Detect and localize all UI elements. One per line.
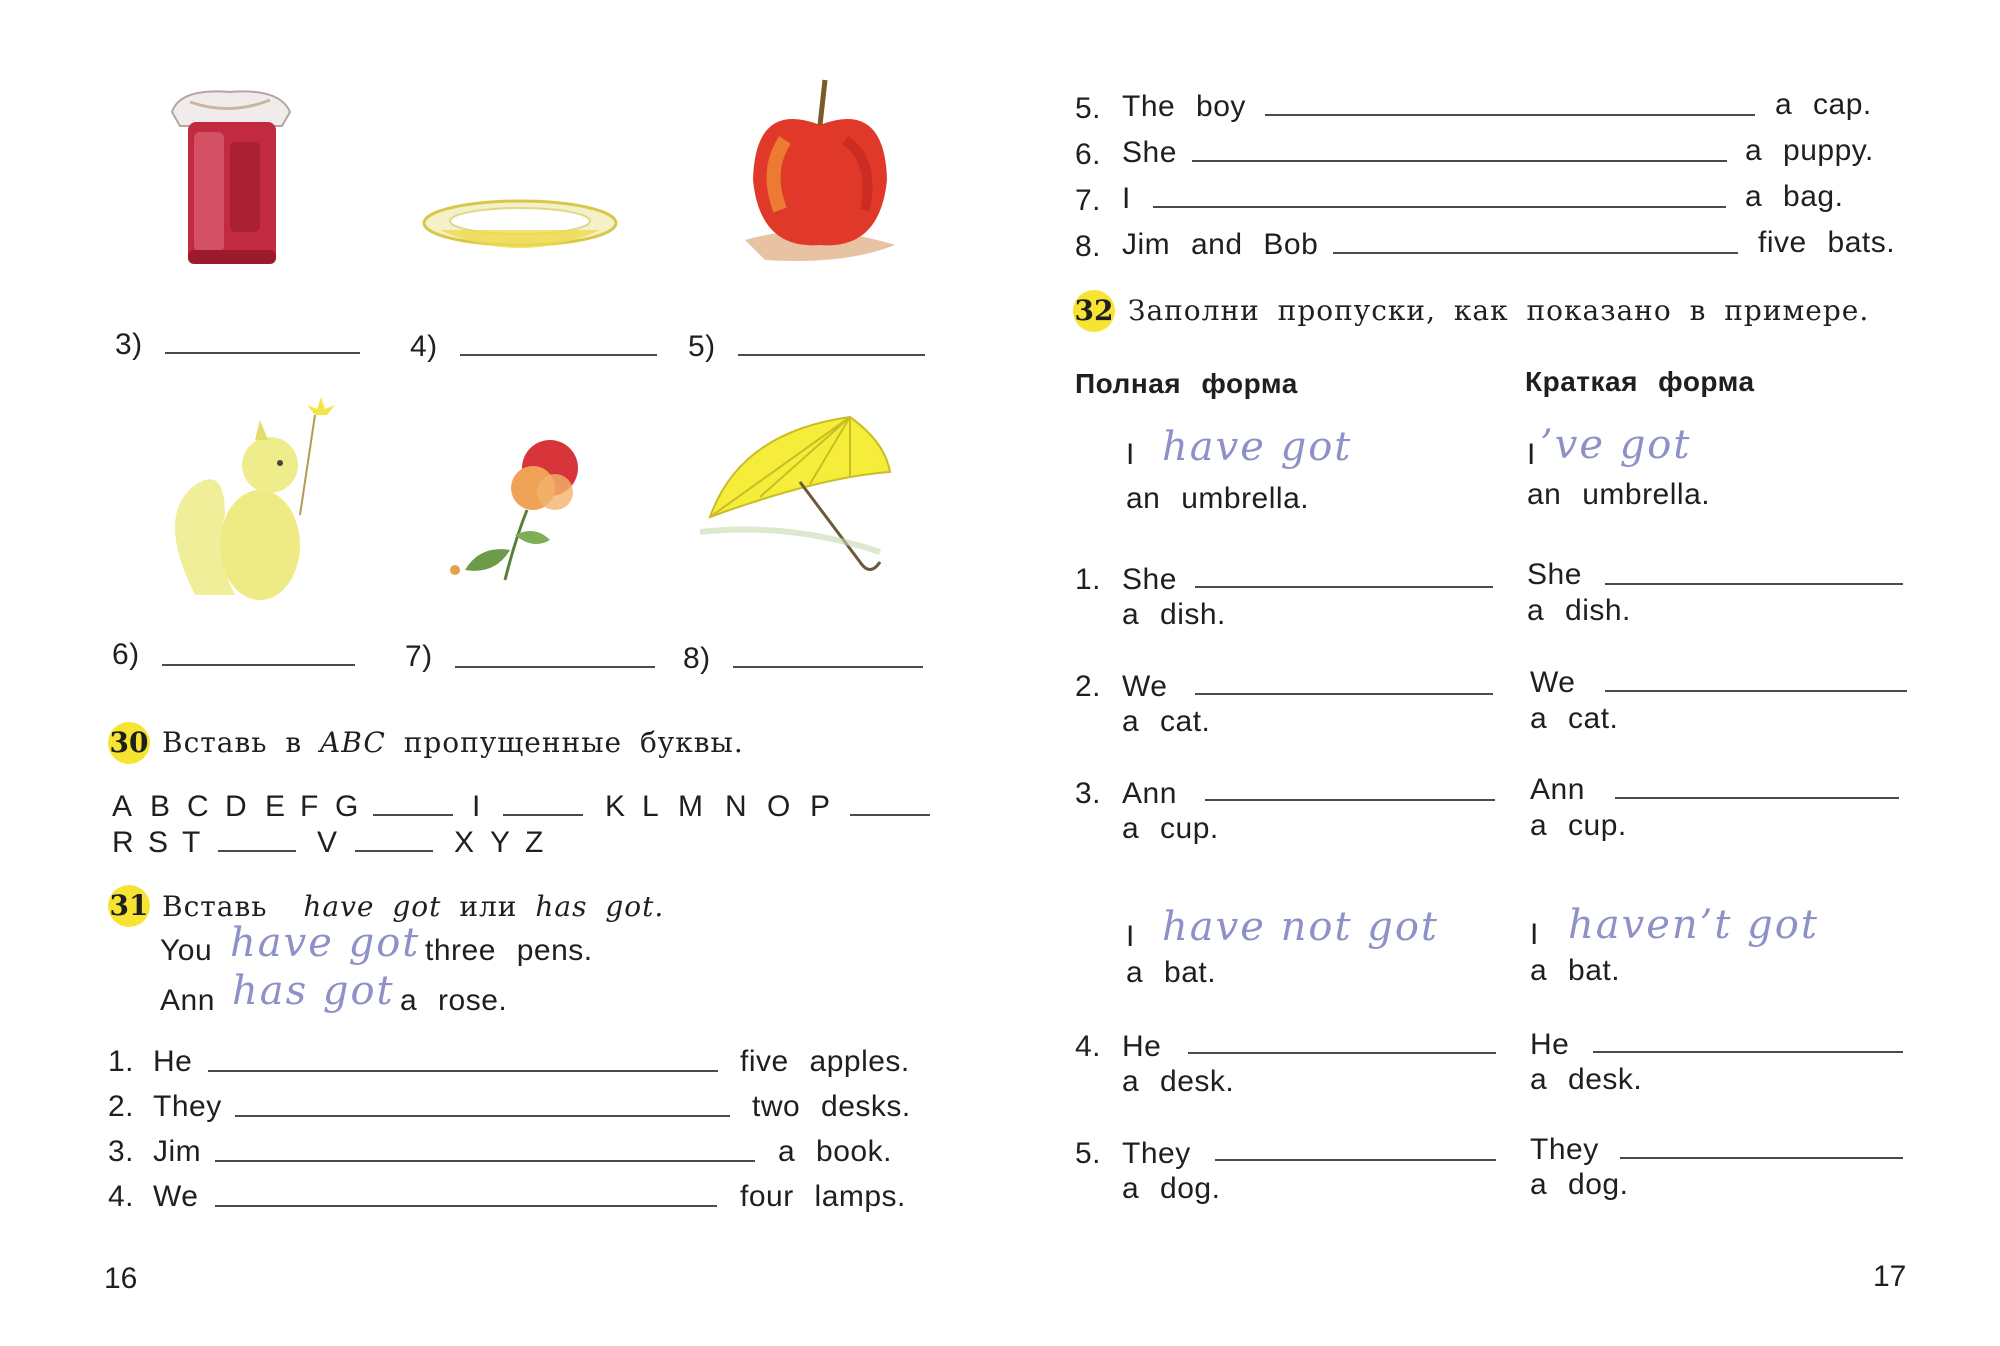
item-subject-full: She — [1122, 563, 1177, 596]
task-text: Вставь — [162, 890, 268, 923]
example-full-object: a bat. — [1126, 956, 1217, 989]
exercise-30-task — [162, 726, 744, 759]
alphabet-letter: Z — [525, 826, 544, 859]
item-object-full: a dog. — [1122, 1172, 1221, 1205]
example-1-handwriting: have got — [230, 920, 421, 966]
item-ending: four lamps. — [740, 1180, 906, 1213]
answer-line-7[interactable] — [455, 666, 655, 668]
answer-line[interactable] — [1153, 206, 1726, 208]
item-subject: She — [1122, 136, 1177, 169]
example-short-object: a bat. — [1530, 954, 1621, 987]
item-object-short: a desk. — [1530, 1063, 1643, 1096]
item-object-short: a cat. — [1530, 702, 1619, 735]
example-1-ending: three pens. — [425, 934, 593, 967]
alphabet-letter: D — [225, 790, 248, 823]
task-has-got: has got. — [535, 890, 665, 923]
image-label-7: 7) — [405, 640, 433, 673]
example-2-ending: a rose. — [400, 984, 508, 1017]
item-subject: The boy — [1122, 90, 1246, 123]
item-number: 8. — [1075, 230, 1102, 263]
page-number-right: 17 — [1873, 1260, 1907, 1293]
alphabet-letter: Y — [490, 826, 511, 859]
item-subject-short: She — [1527, 558, 1582, 591]
example-2-handwriting: has got — [232, 968, 395, 1014]
example-1-subject: You — [160, 934, 213, 967]
alphabet-letter: R — [112, 826, 135, 859]
answer-line-short[interactable] — [1615, 797, 1899, 799]
rose-illustration — [435, 430, 610, 595]
jam-jar-illustration — [160, 82, 300, 272]
plate-illustration — [420, 188, 620, 268]
answer-line-6[interactable] — [162, 664, 355, 666]
example-short-handwriting: ’ve got — [1540, 422, 1692, 468]
alphabet-letter: I — [472, 790, 481, 823]
task-text: Вставь в — [162, 726, 303, 759]
item-number: 1. — [1075, 563, 1102, 596]
item-object-short: a dog. — [1530, 1168, 1629, 1201]
item-subject-short: They — [1530, 1133, 1599, 1166]
letter-gap[interactable] — [355, 850, 433, 852]
item-ending: five apples. — [740, 1045, 910, 1078]
alphabet-letter: P — [810, 790, 831, 823]
item-subject: He — [153, 1045, 193, 1078]
answer-line-full[interactable] — [1215, 1159, 1496, 1161]
task-have-got: have got — [303, 890, 442, 923]
alphabet-letter: S — [148, 826, 169, 859]
answer-line[interactable] — [1192, 160, 1727, 162]
item-number: 1. — [108, 1045, 135, 1078]
answer-line-4[interactable] — [460, 354, 657, 356]
item-subject-short: Ann — [1530, 773, 1585, 806]
alphabet-letter: O — [767, 790, 791, 823]
answer-line-full[interactable] — [1195, 586, 1493, 588]
image-label-5: 5) — [688, 330, 716, 363]
item-number: 4. — [108, 1180, 135, 1213]
alphabet-letter: F — [300, 790, 319, 823]
example-2-subject: Ann — [160, 984, 215, 1017]
item-subject-full: He — [1122, 1030, 1162, 1063]
item-number: 6. — [1075, 138, 1102, 171]
item-number: 5. — [1075, 92, 1102, 125]
alphabet-letter: V — [317, 826, 338, 859]
alphabet-letter: T — [182, 826, 201, 859]
apple-illustration — [725, 70, 915, 270]
item-subject: They — [153, 1090, 222, 1123]
item-number: 3. — [1075, 777, 1102, 810]
letter-gap[interactable] — [503, 814, 583, 816]
column-header-full: Полная форма — [1075, 368, 1298, 399]
exercise-32-badge: 32 — [1073, 290, 1115, 332]
answer-line-short[interactable] — [1593, 1051, 1903, 1053]
example-short-subject: I — [1527, 438, 1536, 471]
item-subject-short: We — [1530, 666, 1576, 699]
answer-line-full[interactable] — [1205, 799, 1495, 801]
item-object-full: a dish. — [1122, 598, 1226, 631]
alphabet-letter: N — [725, 790, 748, 823]
answer-line-short[interactable] — [1605, 690, 1907, 692]
example-full-handwriting: have not got — [1162, 904, 1439, 950]
item-number: 5. — [1075, 1137, 1102, 1170]
item-ending: two desks. — [752, 1090, 911, 1123]
item-subject: Jim — [153, 1135, 202, 1168]
answer-line[interactable] — [1265, 114, 1755, 116]
item-number: 2. — [1075, 670, 1102, 703]
answer-line-short[interactable] — [1620, 1157, 1903, 1159]
item-subject: Jim and Bob — [1122, 228, 1319, 261]
alphabet-letter: M — [678, 790, 704, 823]
umbrella-illustration — [700, 412, 900, 582]
item-object-short: a cup. — [1530, 809, 1627, 842]
item-number: 2. — [108, 1090, 135, 1123]
exercise-30-badge: 30 — [108, 722, 150, 764]
image-label-3: 3) — [115, 328, 143, 361]
letter-gap[interactable] — [373, 814, 453, 816]
item-ending: five bats. — [1758, 226, 1896, 259]
exercise-31-task — [162, 890, 664, 923]
answer-line[interactable] — [208, 1070, 718, 1072]
task-text: пропущенные буквы. — [403, 726, 744, 759]
item-ending: a puppy. — [1745, 134, 1874, 167]
task-abc: ABC — [320, 726, 386, 759]
example-full-subject: I — [1126, 920, 1135, 953]
answer-line[interactable] — [215, 1160, 755, 1162]
item-ending: a bag. — [1745, 180, 1844, 213]
answer-line[interactable] — [1333, 252, 1738, 254]
column-header-short: Краткая форма — [1525, 366, 1755, 397]
letter-gap[interactable] — [218, 850, 296, 852]
item-object-full: a desk. — [1122, 1065, 1235, 1098]
answer-line-3[interactable] — [165, 352, 360, 354]
item-subject-full: We — [1122, 670, 1168, 703]
alphabet-letter: C — [187, 790, 210, 823]
alphabet-letter: B — [150, 790, 171, 823]
squirrel-illustration — [165, 395, 335, 610]
image-label-6: 6) — [112, 638, 140, 671]
item-object-full: a cat. — [1122, 705, 1211, 738]
alphabet-letter: X — [454, 826, 475, 859]
item-subject-short: He — [1530, 1028, 1570, 1061]
exercise-32-task: Заполни пропуски, как показано в примере. — [1128, 294, 1870, 327]
item-number: 3. — [108, 1135, 135, 1168]
item-subject-full: They — [1122, 1137, 1191, 1170]
item-ending: a book. — [778, 1135, 892, 1168]
item-number: 7. — [1075, 184, 1102, 217]
item-subject: We — [153, 1180, 199, 1213]
example-full-handwriting: have got — [1162, 424, 1353, 470]
example-short-object: an umbrella. — [1527, 478, 1711, 511]
page-number-left: 16 — [104, 1262, 138, 1295]
alphabet-letter: G — [335, 790, 359, 823]
example-short-handwriting: haven’t got — [1568, 902, 1819, 948]
answer-line[interactable] — [215, 1205, 717, 1207]
item-number: 4. — [1075, 1030, 1102, 1063]
answer-line[interactable] — [235, 1115, 730, 1117]
image-label-8: 8) — [683, 642, 711, 675]
item-ending: a cap. — [1775, 88, 1872, 121]
answer-line-short[interactable] — [1605, 583, 1903, 585]
answer-line-5[interactable] — [738, 354, 925, 356]
alphabet-letter: L — [642, 790, 660, 823]
image-label-4: 4) — [410, 330, 438, 363]
example-short-subject: I — [1530, 918, 1539, 951]
item-object-short: a dish. — [1527, 594, 1631, 627]
task-text: или — [459, 890, 518, 923]
alphabet-letter: E — [265, 790, 286, 823]
example-full-subject: I — [1126, 438, 1135, 471]
alphabet-letter: K — [605, 790, 626, 823]
exercise-31-badge: 31 — [108, 885, 150, 927]
answer-line-full[interactable] — [1195, 693, 1493, 695]
item-object-full: a cup. — [1122, 812, 1219, 845]
letter-gap[interactable] — [850, 814, 930, 816]
example-full-object: an umbrella. — [1126, 482, 1310, 515]
answer-line-full[interactable] — [1188, 1052, 1496, 1054]
answer-line-8[interactable] — [733, 666, 923, 668]
alphabet-letter: A — [112, 790, 133, 823]
item-subject-full: Ann — [1122, 777, 1177, 810]
item-subject: I — [1122, 182, 1131, 215]
